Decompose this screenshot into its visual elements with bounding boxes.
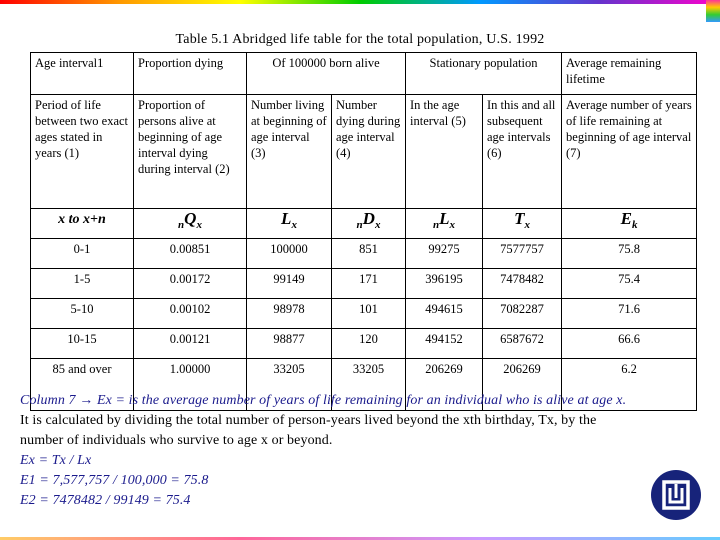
cell-age: 5-10 — [31, 299, 134, 329]
explanation-notes — [20, 393, 710, 511]
cell-d: 101 — [332, 299, 406, 329]
symbol-t: $T_x$ — [483, 209, 562, 239]
cell-q: 0.00102 — [134, 299, 247, 329]
corner-decoration — [706, 0, 720, 22]
desc-col5: In the age interval (5) — [406, 95, 483, 209]
cell-age: 0-1 — [31, 239, 134, 269]
table-row — [31, 269, 697, 299]
formula-e2: E2 = 7478482 / 99149 = 75.4 — [20, 493, 191, 508]
cell-d: 171 — [332, 269, 406, 299]
table-row — [31, 299, 697, 329]
formula-e1: E1 = 7,577,757 / 100,000 = 75.8 — [20, 473, 209, 488]
cell-e: 6.2 — [562, 359, 697, 411]
table-title: Table 5.1 Abridged life table for the total population, U.S. 1992 — [175, 32, 545, 47]
cell-l: 100000 — [247, 239, 332, 269]
cell-nl: 99275 — [406, 239, 483, 269]
cell-q: 0.00172 — [134, 269, 247, 299]
cell-nl: 206269 — [406, 359, 483, 411]
header-row-groups — [31, 53, 697, 95]
cell-nl: 494615 — [406, 299, 483, 329]
symbol-d: $_nD_x$ — [332, 209, 406, 239]
desc-col3: Number living at beginning of age interval (3) — [247, 95, 332, 209]
table-row — [31, 239, 697, 269]
cell-q: 0.00851 — [134, 239, 247, 269]
cell-e: 71.6 — [562, 299, 697, 329]
cell-e: 66.6 — [562, 329, 697, 359]
symbol-l: $L_x$ — [247, 209, 332, 239]
cell-l: 99149 — [247, 269, 332, 299]
symbol-q: $_nQ_x$ — [134, 209, 247, 239]
desc-col7: Average number of years of life remaining at beginning of age interval (7) — [562, 95, 697, 209]
cell-e: 75.8 — [562, 239, 697, 269]
note-line2: It is calculated by dividing the total number of person-years lived beyond the xth birthday, Tx, by the — [20, 413, 597, 428]
cell-t: 7577757 — [483, 239, 562, 269]
cell-e: 75.4 — [562, 269, 697, 299]
formula-definition: Ex = Tx / Lx — [20, 453, 92, 468]
symbol-age: x to x+n — [31, 209, 134, 239]
desc-col2: Proportion of persons alive at beginning of age interval dying during interval (2) — [134, 95, 247, 209]
cell-d: 851 — [332, 239, 406, 269]
cell-q: 1.00000 — [134, 359, 247, 411]
cell-age: 85 and over — [31, 359, 134, 411]
institution-logo-icon — [651, 470, 701, 520]
cell-d: 120 — [332, 329, 406, 359]
note-column7: Column 7 → Ex = is the average number of years of life remaining for an individual who is alive at age x. — [20, 393, 627, 408]
cell-l: 33205 — [247, 359, 332, 411]
desc-col4: Number dying during age interval (4) — [332, 95, 406, 209]
top-gradient-rule — [0, 0, 720, 4]
desc-col1: Period of life between two exact ages stated in years (1) — [31, 95, 134, 209]
cell-d: 33205 — [332, 359, 406, 411]
cell-t: 7478482 — [483, 269, 562, 299]
cell-l: 98978 — [247, 299, 332, 329]
header-age-interval: Age interval1 — [31, 53, 134, 95]
cell-l: 98877 — [247, 329, 332, 359]
header-row-descriptions — [31, 95, 697, 209]
table-row — [31, 329, 697, 359]
cell-nl: 494152 — [406, 329, 483, 359]
cell-q: 0.00121 — [134, 329, 247, 359]
life-table — [30, 52, 697, 411]
symbol-e: $E_k$ — [562, 209, 697, 239]
cell-t: 7082287 — [483, 299, 562, 329]
cell-nl: 396195 — [406, 269, 483, 299]
desc-col6: In this and all subsequent age intervals (6) — [483, 95, 562, 209]
note-line3: number of individuals who survive to age x or beyond. — [20, 433, 333, 448]
cell-t: 206269 — [483, 359, 562, 411]
header-stationary-population: Stationary population — [406, 53, 562, 95]
cell-age: 10-15 — [31, 329, 134, 359]
symbol-row — [31, 209, 697, 239]
header-remaining-lifetime: Average remaining lifetime — [562, 53, 697, 95]
cell-age: 1-5 — [31, 269, 134, 299]
header-proportion-dying: Proportion dying — [134, 53, 247, 95]
header-born-alive: Of 100000 born alive — [247, 53, 406, 95]
cell-t: 6587672 — [483, 329, 562, 359]
logo-mark — [651, 470, 701, 520]
symbol-nl: $_nL_x$ — [406, 209, 483, 239]
